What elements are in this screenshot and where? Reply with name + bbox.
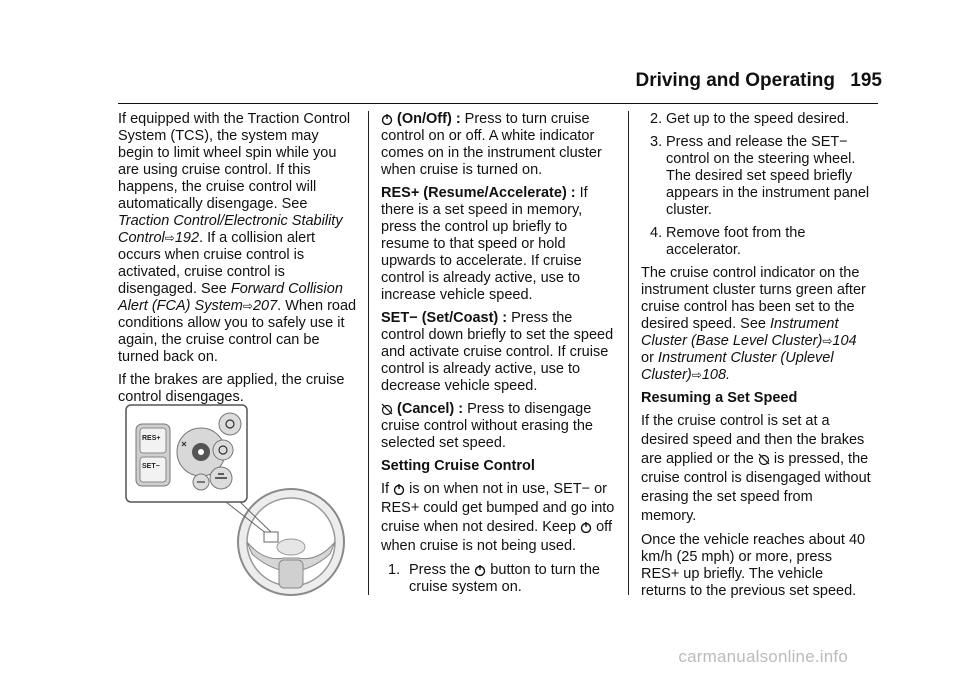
page-arrow-icon: ⇨ <box>242 299 253 313</box>
column-middle <box>381 111 617 602</box>
page-arrow-icon: ⇨ <box>822 334 833 348</box>
paragraph-resuming: If the cruise control is set at a desired speed and then the brakes are applied or the is pressed, the cruise control is disengaged without erasing the set speed from memory. <box>641 413 871 524</box>
column-left <box>118 111 358 412</box>
steering-wheel-figure <box>124 402 349 598</box>
item-set: SET− (Set/Coast) : Press the control down briefly to set the speed and activate cruise control. If cruise control is already active, use to decrease vehicle speed. <box>381 310 614 394</box>
paragraph-indicator: The cruise control indicator on the instrument cluster turns green after cruise control has been set to the desired speed. See Instrument Cluster (Base Level Cluster)⇨104 or Instrument Cluster (Uplevel Cluster)⇨108. <box>641 265 866 383</box>
column-right <box>641 111 871 606</box>
paragraph-setting: If is on when not in use, SET− or RES+ could get bumped and go into cruise when not desired. Keep off when cruise is not being used. <box>381 481 615 554</box>
xref-traction[interactable]: Traction Control/Electronic Stability Control <box>118 213 343 246</box>
heading-setting-cruise: Setting Cruise Control <box>381 458 535 474</box>
xref-uplevel-cluster[interactable]: Instrument Cluster (Uplevel Cluster) <box>641 350 834 383</box>
paragraph-traction: If equipped with the Traction Control System (TCS), the system may begin to limit wheel spin while you are using cruise control. If this happens, the cruise control will automatically disengage. See Traction Control/Electronic Stability Control⇨192. If a collision alert occurs when cruise control is activated, cruise control is disengaged. See Forward Collision Alert (FCA) System⇨207. When road conditions allow you to safely use it again, the cruise control can be turned back on. <box>118 111 357 365</box>
column-divider <box>628 111 629 595</box>
page-arrow-icon: ⇨ <box>164 231 175 245</box>
list-item: 2. Get up to the speed desired. <box>650 111 849 127</box>
list-item: 3. Press and release the SET− control on the steering wheel. The desired set speed briefly appears in the instrument panel cluster. <box>650 134 870 218</box>
list-item: 1. Press the button to turn the cruise system on. <box>388 562 600 595</box>
watermark: carmanualsonline.info <box>678 647 848 666</box>
cancel-icon <box>381 403 393 415</box>
cruise-onoff-icon <box>381 113 393 125</box>
cruise-onoff-icon <box>393 483 405 495</box>
header-rule <box>118 103 878 104</box>
cruise-onoff-icon <box>580 521 592 533</box>
column-divider <box>368 111 369 595</box>
set-label: SET− <box>142 463 160 470</box>
section-title: Driving and Operating <box>635 70 835 91</box>
cancel-icon <box>758 453 770 465</box>
page-arrow-icon: ⇨ <box>691 368 702 382</box>
list-item: 4. Remove foot from the accelerator. <box>650 225 806 258</box>
page-number: 195 <box>850 70 882 91</box>
heading-resuming: Resuming a Set Speed <box>641 390 798 406</box>
xref-fca[interactable]: Forward Collision Alert (FCA) System <box>118 281 343 314</box>
res-label: RES+ <box>142 435 161 442</box>
paragraph-brakes: If the brakes are applied, the cruise control disengages. <box>118 372 345 405</box>
steering-wheel-illustration <box>124 402 349 598</box>
page-header <box>0 70 960 100</box>
cruise-onoff-icon <box>474 564 486 576</box>
item-onoff: (On/Off) : Press to turn cruise control on or off. A white indicator comes on in the instrument cluster when cruise is turned on. <box>381 111 602 178</box>
steps-list-start <box>381 562 617 596</box>
item-cancel: (Cancel) : Press to disengage cruise control without erasing the selected set speed. <box>381 401 593 451</box>
item-res: RES+ (Resume/Accelerate) : If there is a set speed in memory, press the control up briefly to resume to that speed or hold upwards to accelerate. If cruise control is already active, use to increase vehicle speed. <box>381 185 588 303</box>
steps-list-cont <box>641 111 871 259</box>
xref-base-cluster[interactable]: Instrument Cluster (Base Level Cluster) <box>641 316 839 349</box>
paragraph-resume-speed: Once the vehicle reaches about 40 km/h (25 mph) or more, press RES+ up briefly. The vehicle returns to the previous set speed. <box>641 532 866 599</box>
